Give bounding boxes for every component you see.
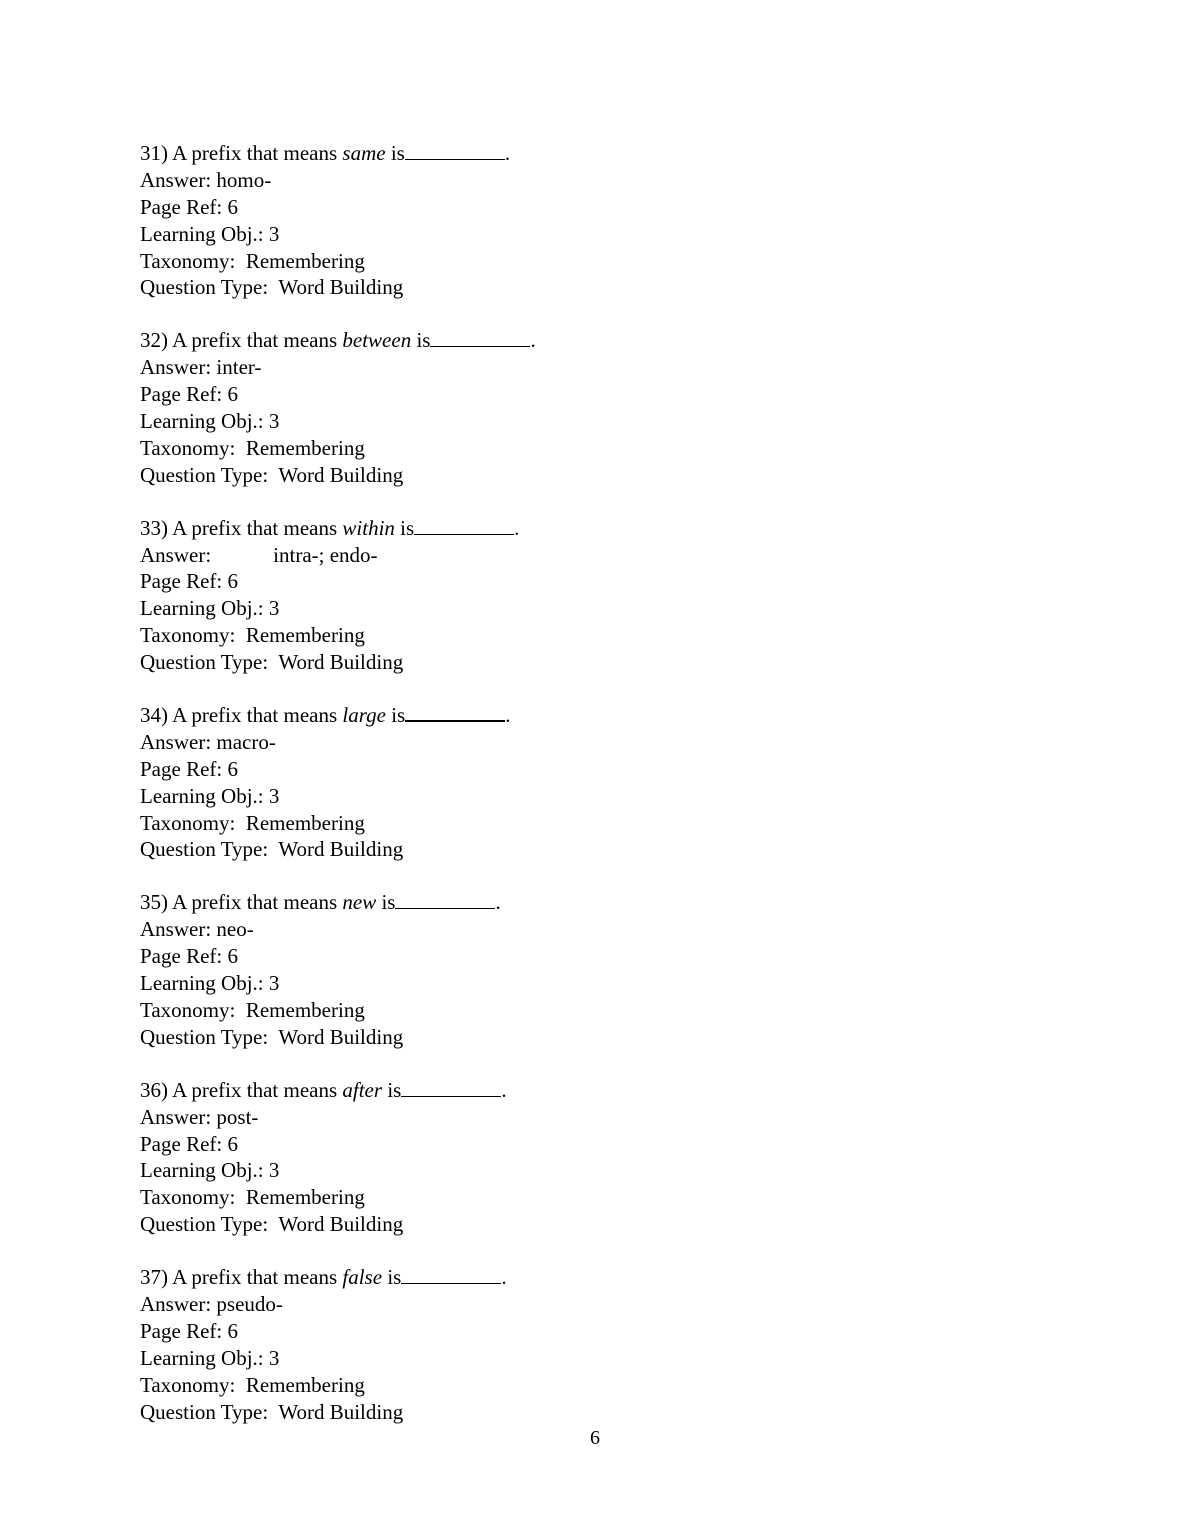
stem-period: .	[514, 515, 520, 540]
page-ref: Page Ref: 6	[140, 756, 238, 781]
answer-value: inter-	[216, 355, 262, 380]
page-ref: Page Ref: 6	[140, 382, 238, 407]
answer-line	[140, 354, 1040, 381]
stem-text: A prefix that means	[172, 328, 343, 353]
question-stem	[140, 327, 1040, 354]
stem-text-post: is	[394, 515, 415, 540]
stem-text-post: is	[376, 890, 396, 915]
question-type: Question Type: Word Building	[140, 1024, 404, 1049]
stem-text-post: is	[382, 1265, 402, 1290]
question-number: 34)	[140, 703, 168, 728]
question-item	[140, 515, 1040, 676]
page-ref: Page Ref: 6	[140, 944, 238, 969]
learning-objective: Learning Obj.: 3	[140, 221, 280, 246]
stem-term: large	[342, 703, 386, 728]
stem-term: after	[342, 1077, 383, 1102]
question-stem	[140, 1264, 1040, 1291]
answer-blank	[405, 702, 505, 722]
answer-label: Answer:	[140, 1291, 212, 1316]
stem-text-post: is	[411, 328, 431, 353]
answer-label: Answer:	[140, 1104, 212, 1129]
question-type: Question Type: Word Building	[140, 837, 404, 862]
answer-label: Answer:	[140, 167, 212, 192]
taxonomy: Taxonomy: Remembering	[140, 1185, 365, 1210]
page-ref: Page Ref: 6	[140, 569, 238, 594]
stem-period: .	[501, 1265, 507, 1290]
question-number: 33)	[140, 515, 168, 540]
question-number: 37)	[140, 1265, 168, 1290]
question-item	[140, 702, 1040, 863]
stem-term: between	[342, 328, 412, 353]
question-number: 32)	[140, 328, 168, 353]
question-item	[140, 140, 1040, 301]
stem-text: A prefix that means	[172, 1077, 343, 1102]
question-type: Question Type: Word Building	[140, 650, 404, 675]
stem-term: new	[342, 890, 377, 915]
stem-text: A prefix that means	[172, 141, 343, 165]
learning-objective: Learning Obj.: 3	[140, 971, 280, 996]
question-item	[140, 1077, 1040, 1238]
answer-value: intra-; endo-	[273, 542, 378, 567]
stem-text: A prefix that means	[172, 890, 343, 915]
answer-label: Answer:	[140, 542, 212, 567]
answer-value: pseudo-	[216, 1291, 283, 1316]
stem-period: .	[504, 141, 511, 165]
answer-blank	[401, 1265, 501, 1284]
taxonomy: Taxonomy: Remembering	[140, 997, 365, 1022]
question-type: Question Type: Word Building	[140, 462, 404, 487]
question-stem	[140, 515, 1040, 542]
question-list	[140, 140, 1040, 1451]
stem-text-post: is	[382, 1077, 402, 1102]
taxonomy: Taxonomy: Remembering	[140, 623, 365, 648]
stem-period: .	[501, 1077, 507, 1102]
learning-objective: Learning Obj.: 3	[140, 1345, 280, 1370]
answer-blank	[430, 328, 530, 347]
question-number: 36)	[140, 1077, 168, 1102]
stem-term: within	[342, 515, 395, 540]
question-stem	[140, 702, 1040, 729]
stem-text-post: is	[385, 703, 406, 728]
taxonomy: Taxonomy: Remembering	[140, 435, 365, 460]
question-number: 31)	[140, 141, 168, 165]
question-item	[140, 1264, 1040, 1425]
answer-blank	[414, 516, 514, 535]
taxonomy: Taxonomy: Remembering	[140, 1372, 365, 1397]
answer-line	[140, 729, 1040, 756]
stem-text: A prefix that means	[172, 1265, 343, 1290]
answer-line	[140, 916, 1040, 943]
learning-objective: Learning Obj.: 3	[140, 596, 280, 621]
answer-value: homo-	[216, 167, 272, 192]
learning-objective: Learning Obj.: 3	[140, 1158, 280, 1183]
stem-text: A prefix that means	[172, 703, 343, 728]
stem-term: false	[342, 1265, 383, 1290]
page-ref: Page Ref: 6	[140, 1131, 238, 1156]
taxonomy: Taxonomy: Remembering	[140, 248, 365, 273]
question-type: Question Type: Word Building	[140, 275, 404, 300]
answer-blank	[405, 141, 505, 160]
page-ref: Page Ref: 6	[140, 194, 238, 219]
answer-value: post-	[216, 1104, 259, 1129]
answer-label: Answer:	[140, 917, 212, 942]
answer-line	[140, 1104, 1040, 1131]
learning-objective: Learning Obj.: 3	[140, 783, 280, 808]
answer-line	[140, 1291, 1040, 1318]
page-number: 6	[590, 1427, 600, 1449]
answer-value: macro-	[216, 729, 276, 754]
stem-period: .	[505, 703, 511, 728]
question-item	[140, 327, 1040, 488]
stem-period: .	[530, 328, 536, 353]
question-item	[140, 889, 1040, 1050]
taxonomy: Taxonomy: Remembering	[140, 810, 365, 835]
stem-text: A prefix that means	[172, 515, 343, 540]
question-type: Question Type: Word Building	[140, 1212, 404, 1237]
answer-blank	[401, 1078, 501, 1097]
answer-blank	[395, 890, 495, 909]
learning-objective: Learning Obj.: 3	[140, 409, 280, 434]
question-stem	[140, 1077, 1040, 1104]
page-ref: Page Ref: 6	[140, 1318, 238, 1343]
stem-period: .	[495, 890, 501, 915]
question-stem	[140, 889, 1040, 916]
stem-term: same	[342, 141, 386, 165]
stem-text-post: is	[385, 141, 405, 165]
answer-label: Answer:	[140, 729, 212, 754]
answer-line	[140, 167, 1040, 194]
question-number: 35)	[140, 890, 168, 915]
answer-line	[140, 542, 1040, 569]
answer-value: neo-	[216, 917, 254, 942]
question-type: Question Type: Word Building	[140, 1399, 404, 1424]
answer-label: Answer:	[140, 355, 212, 380]
question-stem	[140, 140, 1040, 167]
